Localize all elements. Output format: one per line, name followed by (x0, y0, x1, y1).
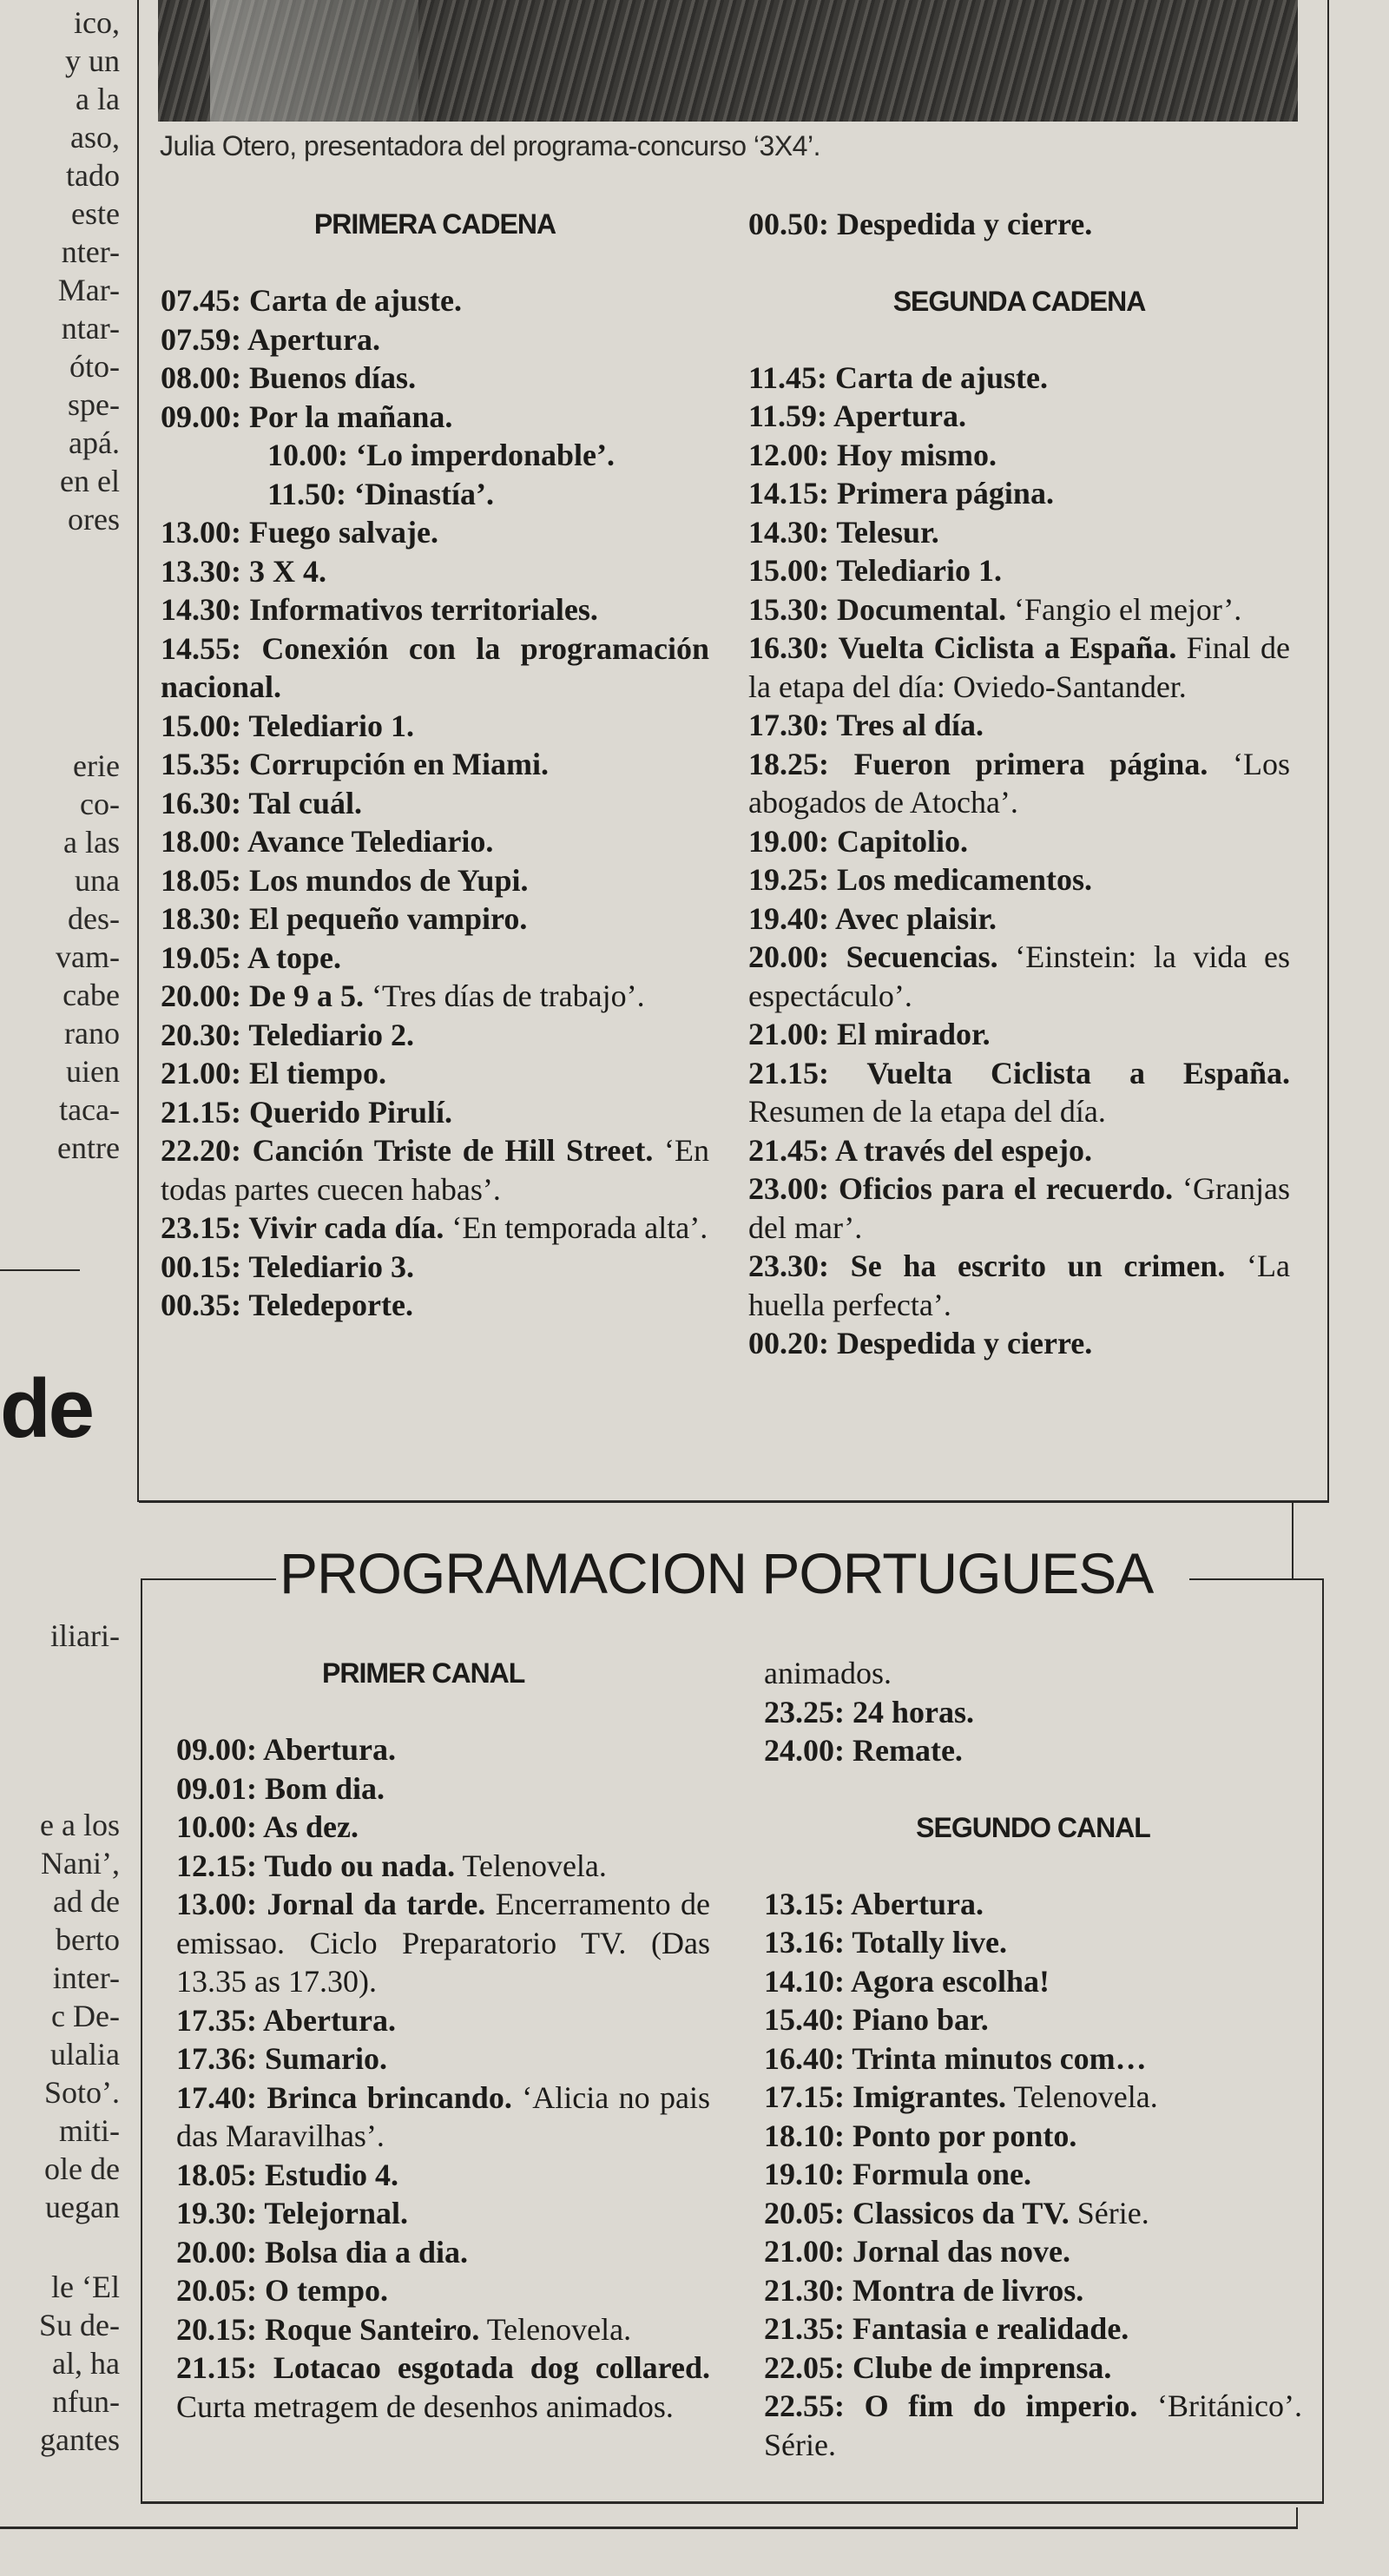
programme-description: Telenovela. (1005, 2079, 1158, 2114)
programme-description: Telenovela. (479, 2311, 632, 2347)
adjacent-article-line: taca- (59, 1092, 120, 1127)
programme-time-title: 18.25: Fueron primera página. (748, 746, 1208, 781)
programme-time-title: 21.30: Montra de livros. (764, 2272, 1084, 2308)
programme-listing (161, 707, 709, 746)
programme-time-title: 17.35: Abertura. (176, 2002, 396, 2038)
photo-caption: Julia Otero, presentadora del programa-concurso ‘3X4’. (160, 130, 820, 161)
programme-listing (764, 2349, 1302, 2388)
portuguese-box-top-right (1189, 1578, 1324, 1580)
adjacent-article-line: a la (76, 82, 120, 116)
adjacent-article-line: uien (66, 1054, 120, 1089)
adjacent-article-line: e a los (40, 1808, 120, 1842)
programme-listing (748, 629, 1290, 706)
programme-listing (176, 1730, 710, 1769)
programme-time-title: 17.30: Tres al día. (748, 708, 984, 742)
programme-time-title: 14.55: Conexión con la programación nacional. (161, 630, 709, 704)
adjacent-article-line: spe- (68, 387, 120, 422)
programme-time-title: 14.10: Agora escolha! (764, 1963, 1050, 1999)
programme-listing (161, 475, 709, 514)
programme-listing (748, 590, 1290, 629)
adjacent-article-line: ico, (74, 5, 120, 40)
programme-time-title: 19.40: Avec plaisir. (748, 900, 997, 936)
programme-time-title: 13.00: Fuego salvaje. (161, 515, 438, 550)
programme-time-title: 23.00: Oficios para el recuerdo. (748, 1171, 1174, 1206)
adjacent-article-line: iliari- (50, 1618, 120, 1653)
programme-time-title: 17.40: Brinca brincando. (176, 2079, 512, 2115)
adjacent-article-line: rano (64, 1016, 120, 1051)
programme-listing (176, 2156, 710, 2195)
adjacent-article-line: miti- (59, 2113, 120, 2148)
primera-cadena-heading: PRIMERA CADENA (313, 208, 556, 240)
adjacent-article-line: Su de- (39, 2308, 120, 2342)
programme-time-title: 19.30: Telejornal. (176, 2196, 408, 2230)
programme-time-title: 22.55: O fim do imperio. (764, 2388, 1138, 2423)
programme-time-title: 18.10: Ponto por ponto. (764, 2118, 1077, 2153)
adjacent-article-line: Nani’, (41, 1846, 120, 1881)
programme-listing (764, 1731, 1302, 1770)
programme-time-title: 21.45: A través del espejo. (748, 1132, 1092, 1168)
programme-time-title: 18.00: Avance Telediario. (161, 824, 494, 859)
programme-time-title: 21.35: Fantasia e realidade. (764, 2311, 1129, 2346)
programme-time-title: 20.05: Classicos da TV. (764, 2195, 1070, 2230)
programme-time-title: 21.00: El mirador. (748, 1017, 991, 1051)
programme-description: ‘En todas partes cuecen habas’. (161, 1133, 709, 1207)
programme-listing (764, 2155, 1302, 2194)
programme-listing (764, 2271, 1302, 2310)
programme-time-title: 09.00: Abertura. (176, 1732, 396, 1767)
programme-time-title: 16.30: Vuelta Ciclista a España. (748, 630, 1177, 665)
programme-listing (161, 320, 709, 359)
adjacent-article-line: uegan (45, 2190, 120, 2224)
programme-listing (176, 1808, 710, 1847)
programme-time-title: 21.00: Jornal das nove. (764, 2234, 1071, 2269)
programme-listing (764, 1962, 1302, 2001)
programme-time-title: 16.40: Trinta minutos com… (764, 2040, 1147, 2076)
programme-listing (161, 1016, 709, 1055)
programme-listing (161, 281, 709, 320)
programme-listing (161, 1054, 709, 1093)
programme-listing (161, 977, 709, 1016)
programme-time-title: 13.16: Totally live. (764, 1925, 1008, 1960)
programme-listing (176, 2039, 710, 2079)
programme-listing (161, 1093, 709, 1132)
programme-time-title: 16.30: Tal cuál. (161, 785, 363, 820)
programme-time-title: 19.25: Los medicamentos. (748, 862, 1092, 897)
adjacent-article-line: apá. (69, 425, 120, 460)
programme-listing (176, 1885, 710, 2001)
programme-listing (161, 784, 709, 823)
adjacent-article-line: a las (63, 825, 120, 860)
programme-time-title: 07.45: Carta de ajuste. (161, 283, 462, 318)
programme-listing (748, 822, 1290, 861)
page-bottom-rule-tick (1296, 2507, 1298, 2529)
programme-time-title: 11.59: Apertura. (748, 399, 966, 433)
programme-time-title: 14.15: Primera página. (748, 476, 1054, 511)
adjacent-article-line: aso, (70, 120, 120, 155)
adjacent-article-line: nfun- (52, 2384, 120, 2419)
programme-listing (764, 2039, 1302, 2079)
programme-listing (176, 2001, 710, 2040)
programme-listing (161, 1248, 709, 1287)
segunda-cadena-column (748, 205, 1290, 1363)
adjacent-article-line: des- (68, 901, 120, 936)
programme-time-title: 20.00: Secuencias. (748, 939, 998, 974)
programme-listing (161, 629, 709, 707)
programme-time-title: 20.30: Telediario 2. (161, 1017, 415, 1052)
programme-listing (161, 1286, 709, 1325)
programme-time-title: 10.00: ‘Lo imperdonable’. (267, 438, 615, 472)
adjacent-article-line: tado (66, 158, 120, 193)
primera-cadena-column (161, 205, 709, 1325)
adjacent-article-line: nter- (61, 234, 120, 269)
spanish-box-left-border (137, 0, 139, 1502)
programme-time-title: 21.15: Lotacao esgotada dog collared. (176, 2350, 710, 2385)
programme-time-title: 07.59: Apertura. (161, 321, 380, 357)
programme-time-title: 18.05: Estudio 4. (176, 2157, 399, 2192)
programme-listing (176, 2194, 710, 2233)
adjacent-article-line: ntar- (61, 311, 120, 346)
programme-listing (161, 822, 709, 861)
adjacent-article-line: co- (80, 787, 120, 821)
programme-listing (176, 1847, 710, 1886)
programme-listing (764, 2232, 1302, 2271)
programme-time-title: 12.15: Tudo ou nada. (176, 1848, 456, 1883)
adjacent-article-line: ores (68, 502, 120, 537)
programme-listing (748, 436, 1290, 475)
programme-listing (748, 551, 1290, 590)
programme-listing (161, 861, 709, 900)
adjacent-article-strip (0, 0, 130, 2576)
programme-listing (161, 745, 709, 784)
programme-listing (748, 1169, 1290, 1247)
programme-time-title: 20.00: Bolsa dia a dia. (176, 2234, 469, 2270)
programme-time-title: 23.25: 24 horas. (764, 1694, 974, 1729)
programme-time-title: 17.36: Sumario. (176, 2041, 387, 2076)
programme-listing (161, 398, 709, 437)
adjacent-article-line: erie (73, 748, 120, 783)
programme-listing (764, 2078, 1302, 2117)
portuguese-box-left-border (141, 1578, 142, 2503)
adjacent-article-line: una (75, 863, 120, 898)
segundo-canal-heading: SEGUNDO CANAL (916, 1811, 1150, 1843)
programme-time-title: 13.15: Abertura. (764, 1886, 984, 1921)
programme-listing (764, 1885, 1302, 1924)
adjacent-article-line: le ‘El (51, 2270, 120, 2304)
programme-listing (176, 2310, 710, 2349)
programme-time-title: 00.20: Despedida y cierre. (748, 1326, 1093, 1360)
programme-listing (748, 899, 1290, 939)
primer-canal-heading: PRIMER CANAL (322, 1657, 525, 1689)
programme-listing (748, 745, 1290, 822)
programme-description: ‘En temporada alta’. (444, 1210, 708, 1245)
programme-listing (764, 2309, 1302, 2349)
programme-listing (764, 2000, 1302, 2039)
adjacent-article-line: gantes (40, 2422, 120, 2457)
programme-listing (748, 1324, 1290, 1363)
programme-listing (161, 939, 709, 978)
programme-listing (764, 2194, 1302, 2233)
adjacent-article-line: ad de (53, 1884, 120, 1919)
programme-listing (161, 436, 709, 475)
programme-time-title: 13.00: Jornal da tarde. (176, 1887, 486, 1921)
programme-time-title: 23.30: Se ha escrito un crimen. (748, 1248, 1226, 1283)
programme-description: ‘Einstein: la vida es espectáculo’. (748, 939, 1290, 1013)
programme-description: Encerramento de emissao. Ciclo Preparatorio TV. (Das 13.35 as 17.30). (176, 1887, 710, 1999)
programme-time-title: 20.05: O tempo. (176, 2273, 388, 2308)
programme-time-title: 24.00: Remate. (764, 1733, 963, 1768)
spanish-box-bottom-border (139, 1500, 1329, 1503)
adjacent-article-line: óto- (69, 349, 120, 384)
adjacent-article-divider (0, 1269, 80, 1271)
programme-time-title: 15.00: Telediario 1. (161, 708, 415, 743)
segundo-canal-column (764, 1654, 1302, 2464)
programme-listing (764, 2117, 1302, 2156)
page-bottom-rule (0, 2527, 1298, 2529)
programme-listing (161, 590, 709, 629)
programme-time-title: 13.30: 3 X 4. (161, 553, 326, 589)
programme-listing (748, 474, 1290, 513)
programme-description: Série. (1069, 2195, 1149, 2230)
programme-listing (748, 706, 1290, 745)
programme-listing (748, 1247, 1290, 1324)
adjacent-article-line: cabe (63, 978, 120, 1012)
connector-line (1292, 1500, 1294, 1578)
programme-listing (764, 2387, 1302, 2464)
adjacent-article-line: ole de (44, 2151, 120, 2186)
programme-time-title: 22.05: Clube de imprensa. (764, 2349, 1112, 2385)
portuguese-box-top-left (141, 1578, 280, 1580)
adjacent-article-line: Soto’. (43, 2075, 120, 2110)
programme-description: ‘Alicia no pais das Maravilhas’. (176, 2079, 710, 2153)
programme-description: ‘La huella perfecta’. (748, 1248, 1290, 1322)
adjacent-article-line: vam- (56, 939, 120, 974)
programme-listing (764, 1923, 1302, 1962)
programme-listing (161, 513, 709, 552)
programme-time-title: 21.15: Querido Pirulí. (161, 1094, 452, 1130)
programme-listing (748, 397, 1290, 436)
programme-time-title: 21.00: El tiempo. (161, 1056, 386, 1090)
segunda-cadena-heading: SEGUNDA CADENA (892, 285, 1146, 317)
programme-time-title: 18.05: Los mundos de Yupi. (161, 862, 529, 898)
programme-time-title: 10.00: As dez. (176, 1809, 359, 1844)
programme-time-title: 21.15: Vuelta Ciclista a España. (748, 1055, 1290, 1090)
programme-listing (176, 2271, 710, 2310)
primer-canal-column (176, 1654, 710, 2426)
adjacent-article-line: c De- (51, 1999, 120, 2033)
programme-listing (176, 2233, 710, 2272)
programme-time-title: 11.45: Carta de ajuste. (748, 359, 1048, 395)
programme-time-title: 20.15: Roque Santeiro. (176, 2311, 480, 2347)
programme-listing (748, 860, 1290, 899)
adjacent-article-line: ulalia (50, 2037, 120, 2072)
portuguese-section-title: PROGRAMACION PORTUGUESA (276, 1538, 1156, 1608)
adjacent-article-line: en el (60, 464, 120, 498)
programme-time-title: 12.00: Hoy mismo. (748, 437, 997, 472)
programme-listing (748, 205, 1290, 244)
programme-listing (161, 359, 709, 398)
programme-listing (748, 1015, 1290, 1054)
programme-listing (176, 1769, 710, 1808)
programme-listing (748, 1054, 1290, 1131)
portuguese-box-bottom-border (141, 2501, 1324, 2504)
programme-listing (748, 359, 1290, 398)
programme-description: ‘Fangio el mejor’. (1005, 591, 1242, 627)
programme-time-title: 19.10: Formula one. (764, 2157, 1031, 2191)
listing-continuation: animados. (764, 1656, 892, 1690)
programme-listing (748, 1131, 1290, 1170)
adjacent-headline-fragment: de (0, 1362, 93, 1455)
programme-time-title: 00.50: Despedida y cierre. (748, 207, 1093, 241)
programme-listing (176, 2349, 710, 2426)
programme-time-title: 15.00: Telediario 1. (748, 553, 1003, 588)
programme-time-title: 14.30: Informativos territoriales. (161, 592, 598, 627)
programme-listing (161, 1209, 709, 1248)
programme-listing (161, 1131, 709, 1209)
spanish-box-right-border (1327, 0, 1329, 1502)
programme-description: ‘Tres días de trabajo’. (363, 978, 645, 1013)
programme-listing (161, 552, 709, 591)
programme-listing (764, 1693, 1302, 1732)
programme-description: ‘Granjas del mar’. (748, 1171, 1290, 1245)
programme-description: Final de la etapa del día: Oviedo-Santander. (748, 630, 1290, 704)
programme-time-title: 18.30: El pequeño vampiro. (161, 901, 528, 936)
programme-time-title: 09.00: Por la mañana. (161, 399, 453, 434)
programme-time-title: 22.20: Canción Triste de Hill Street. (161, 1133, 654, 1168)
adjacent-article-line: al, ha (52, 2346, 120, 2381)
programme-listing (161, 899, 709, 939)
programme-time-title: 00.35: Teledeporte. (161, 1288, 413, 1322)
programme-listing (748, 513, 1290, 552)
programme-description: ‘Los abogados de Atocha’. (748, 746, 1290, 820)
adjacent-article-line: este (71, 196, 120, 231)
programme-description: Resumen de la etapa del día. (748, 1094, 1106, 1129)
programme-time-title: 08.00: Buenos días. (161, 360, 417, 395)
programme-time-title: 15.30: Documental. (748, 591, 1006, 627)
programme-time-title: 09.01: Bom dia. (176, 1770, 385, 1806)
programme-listing (748, 938, 1290, 1015)
programme-time-title: 20.00: De 9 a 5. (161, 978, 364, 1013)
programme-time-title: 17.15: Imigrantes. (764, 2079, 1006, 2114)
programme-time-title: 11.50: ‘Dinastía’. (267, 476, 494, 511)
adjacent-article-line: berto (56, 1922, 120, 1957)
programme-description: ‘Británico’. Série. (764, 2388, 1302, 2462)
programme-description: Curta metragem de desenhos animados. (176, 2388, 674, 2424)
programme-description: Telenovela. (455, 1848, 607, 1883)
adjacent-article-line: Mar- (57, 273, 120, 307)
portuguese-box-right-border (1322, 1578, 1324, 2503)
programme-time-title: 23.15: Vivir cada día. (161, 1210, 444, 1245)
adjacent-article-line: y un (65, 43, 120, 78)
presenter-photo (158, 0, 1298, 122)
programme-listing (176, 2079, 710, 2156)
programme-time-title: 19.00: Capitolio. (748, 823, 969, 859)
programme-time-title: 00.15: Telediario 3. (161, 1248, 415, 1284)
programme-time-title: 15.35: Corrupción en Miami. (161, 747, 549, 781)
adjacent-article-line: inter- (52, 1960, 120, 1995)
adjacent-article-line: entre (57, 1130, 120, 1165)
programme-time-title: 15.40: Piano bar. (764, 2002, 989, 2037)
programme-time-title: 19.05: A tope. (161, 939, 342, 975)
programme-time-title: 14.30: Telesur. (748, 514, 939, 550)
